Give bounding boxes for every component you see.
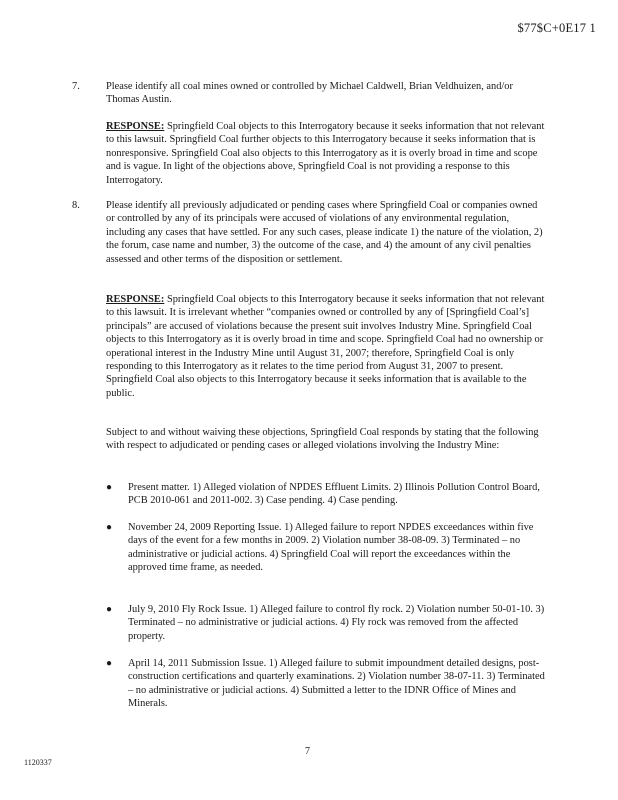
item-number: 7. bbox=[72, 81, 80, 92]
bullet-icon: ● bbox=[106, 658, 113, 669]
response-label: RESPONSE: bbox=[106, 294, 165, 305]
document-code: $77$C+0E17 1 bbox=[517, 21, 596, 35]
response-text: Springfield Coal objects to this Interrogatory because it seeks information that not relevant to this lawsuit. Springfield Coal further objects to this Interrogatory because it seeks information that is nonresponsive. Springfield Coal also objects to this Interrogatory as it is overly broad in time and scope and is vague. In light of the objections above, Springfield Coal is not providing a response to this Interrogatory. bbox=[106, 121, 545, 186]
response-7 bbox=[72, 120, 548, 187]
response-8 bbox=[72, 293, 548, 400]
interrogatory-question: Please identify all coal mines owned or controlled by Michael Caldwell, Brian Veldhuizen, and/or Thomas Austin. bbox=[106, 81, 513, 106]
bullet-icon: ● bbox=[106, 604, 113, 615]
subject-paragraph: Subject to and without waiving these objections, Springfield Coal responds by stating that the following with respect to adjudicated or pending cases or alleged violations involving the Industry Mine: bbox=[106, 427, 539, 452]
response-label: RESPONSE: bbox=[106, 121, 165, 132]
interrogatory-8 bbox=[72, 199, 548, 266]
page-number: 7 bbox=[305, 746, 310, 757]
item-number: 8. bbox=[72, 200, 80, 211]
list-item: ● Present matter. 1) Alleged violation of NPDES Effluent Limits. 2) Illinois Pollution Control Board, PCB 2010-061 and 2011-002. 3) Case pending. 4) Case pending. bbox=[106, 482, 540, 507]
interrogatory-7 bbox=[72, 80, 548, 107]
bullet-icon: ● bbox=[106, 522, 113, 533]
bates-number: 1120337 bbox=[24, 758, 52, 767]
list-item: ● July 9, 2010 Fly Rock Issue. 1) Alleged failure to control fly rock. 2) Violation number 50-01-10. 3) Terminated – no administrative or judicial actions. 4) Fly rock was removed from the affected property. bbox=[106, 604, 545, 642]
bullet-icon: ● bbox=[106, 482, 113, 493]
response-text: Springfield Coal objects to this Interrogatory because it seeks information that not relevant to this lawsuit. It is irrelevant whether “companies owned or controlled by any of [Springfield Coal’s] principals” are accused of violations because the present suit involves Industry Mine. Springfield Coal objects to this Interrogatory as it is overly broad in time and scope. Springfield Coal had no ownership or operational interest in the Industry Mine until August 31, 2007; therefore, Springfield Coal is only responding to this Interrogatory as it relates to the time period from August 31, 2007 to present. Springfield Coal also objects to this Interrogatory because it seeks information that is available to the public. bbox=[106, 294, 545, 399]
interrogatory-question: Please identify all previously adjudicated or pending cases where Springfield Coal or companies owned or controlled by any of its principals were accused of violations of any environmental regulation, including any cases that have settled. For any such cases, please indicate 1) the nature of the violation, 2) the forum, case name and number, 3) the outcome of the case, and 4) the amount of any civil penalties assessed and other terms of the disposition or settlement. bbox=[106, 200, 543, 265]
list-item: ● November 24, 2009 Reporting Issue. 1) Alleged failure to report NPDES exceedances within five days of the event for a few months in 2009. 2) Violation number 38-08-09. 3) Terminated – no administrative or judicial actions. 4) Springfield Coal will report the exceedances within the approved time frame, as needed. bbox=[106, 522, 534, 574]
list-item: ● April 14, 2011 Submission Issue. 1) Alleged failure to submit impoundment detailed designs, post-construction certifications and quarterly examinations. 2) Violation number 38-07-11. 3) Terminated – no administrative or judicial actions. 4) Submitted a letter to the IDNR Office of Mines and Minerals. bbox=[106, 658, 545, 710]
